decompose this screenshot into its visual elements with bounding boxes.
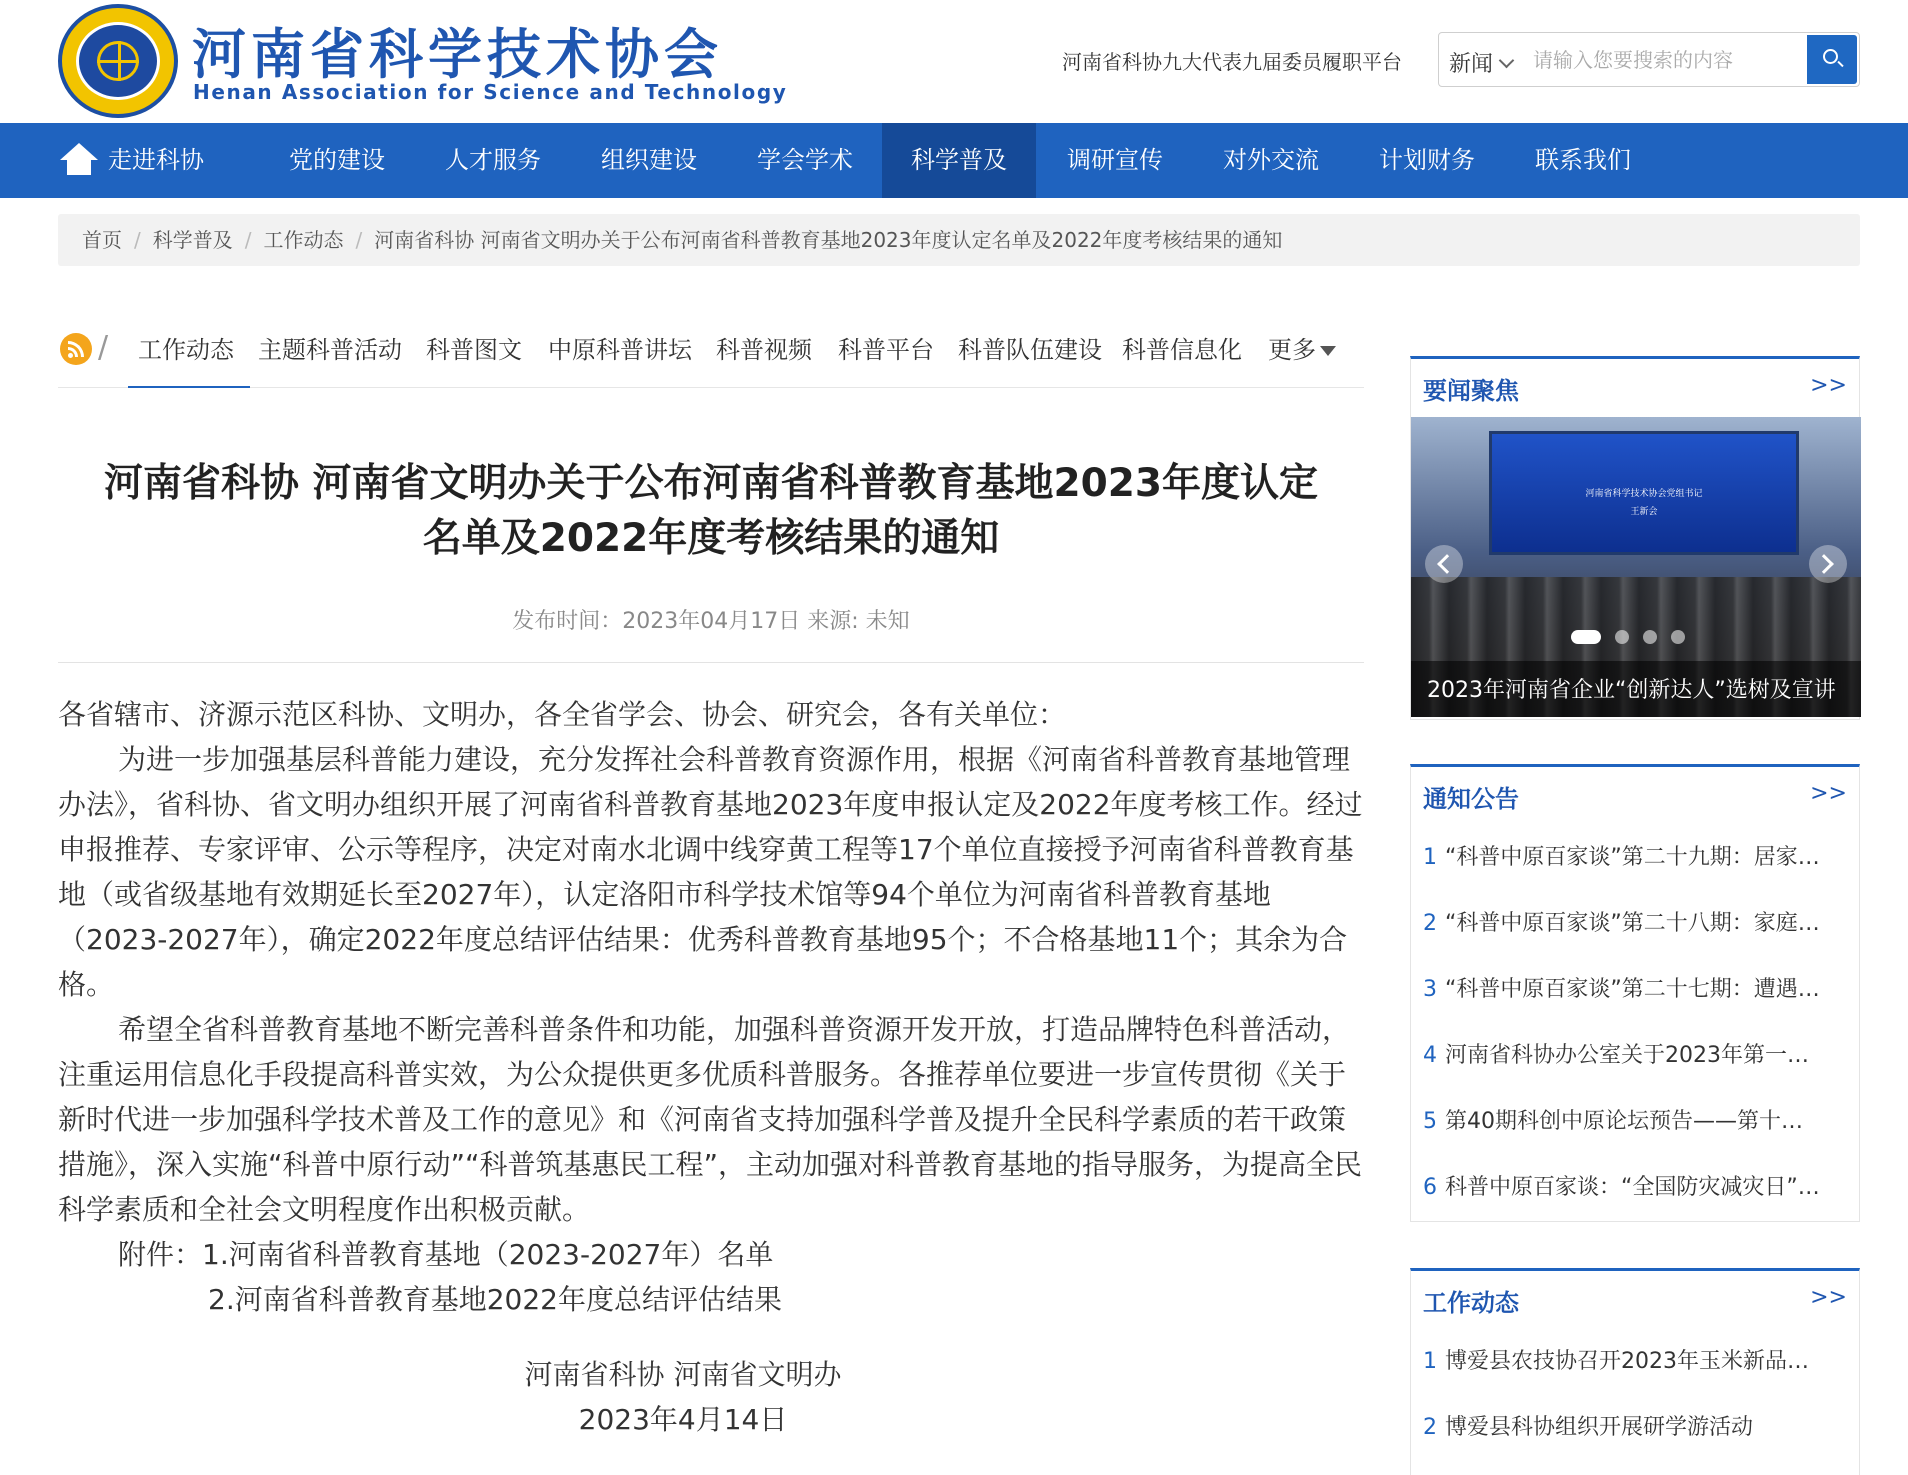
nav-item-contact[interactable]: 联系我们 [1535,146,1631,174]
site-header [0,0,1908,123]
sub-nav [58,322,1364,388]
logo-emblem-icon[interactable] [58,4,178,118]
nav-item-research[interactable]: 调研宣传 [1067,146,1163,174]
article-signature: 河南省科协 河南省文明办 [524,1358,842,1391]
search-box [1438,32,1860,87]
article-paragraph: 为进一步加强基层科普能力建设，充分发挥社会科普教育资源作用，根据《河南省科普教育基地管理办法》，省科协、省文明办组织开展了河南省科普教育基地2023年度申报认定及2022年度考核工作。经过申报推荐、专家评审、公示等程序，决定对南水北调中线穿黄工程等17个单位直接授予河南省科普教育基地（或省级基地有效期延长至2027年），认定洛阳市科学技术馆等94个单位为河南省科普教育基地（2023-2027年），确定2022年度总结评估结果：优秀科普教育基地95个；不合格基地11个；其余为合格。 [58,743,1363,1001]
article-date: 2023年4月14日 [578,1403,788,1436]
list-item-text: 博爱县科协组织开展研学游活动 [1445,1415,1754,1440]
search-category-select[interactable] [1449,47,1512,78]
subnav-item-videos[interactable]: 科普视频 [716,336,812,364]
subnav-divider: / [98,330,109,365]
home-icon[interactable] [60,143,98,177]
breadcrumb-separator: / [134,228,141,252]
carousel-screen-text: 河南省科学技术协会党组书记 [1585,489,1703,499]
logo-inner [76,22,160,100]
list-item[interactable] [1411,957,1851,1023]
more-link[interactable]: >> [1810,781,1847,806]
list-item-number: 1 [1423,1349,1437,1374]
article-body [58,692,1368,1442]
news-carousel[interactable] [1411,417,1861,717]
spacer [58,1322,1368,1352]
nav-item-exchange[interactable]: 对外交流 [1223,146,1319,174]
breadcrumb-current: 河南省科协 河南省文明办关于公布河南省科普教育基地2023年度认定名单及2022年度考核结果的通知 [374,228,1283,252]
breadcrumb-separator: / [355,228,363,252]
search-category-label: 新闻 [1449,52,1494,77]
subnav-item-team[interactable]: 科普队伍建设 [958,336,1102,364]
panel-header [1411,767,1859,825]
site-title[interactable]: 河南省科学技术协会 [192,23,723,86]
article-divider [58,662,1364,663]
carousel-dots [1571,629,1699,648]
panel-title: 通知公告 [1423,785,1519,813]
globe-icon [97,41,139,81]
list-item-text: 第40期科创中原论坛预告——第十… [1445,1109,1803,1134]
carousel-dot[interactable] [1643,630,1657,644]
article-paragraph: 希望全省科普教育基地不断完善科普条件和功能，加强科普资源开发开放，打造品牌特色科普活动，注重运用信息化手段提高科普实效，为公众提供更多优质科普服务。各推荐单位要进一步宣传贯彻《关于新时代进一步加强科学技术普及工作的意见》和《河南省支持加强科学普及提升全民科学素质的若干政策措施》，深入实施“科普中原行动”“科普筑基惠民工程”，主动加强对科普教育基地的指导服务，为提高全民科学素质和全社会文明程度作出积极贡献。 [58,1013,1363,1226]
news-focus-panel [1410,356,1860,720]
subnav-item-lectures[interactable]: 中原科普讲坛 [548,336,692,364]
nav-item-about[interactable]: 走进科协 [108,146,204,174]
carousel-caption[interactable]: 2023年河南省企业“创新达人”选树及宣讲 [1427,678,1836,703]
nav-item-party[interactable]: 党的建设 [289,146,385,174]
list-item-text: “科普中原百家谈”第二十八期：家庭… [1445,911,1820,936]
subnav-item-work-news[interactable]: 工作动态 [138,336,234,364]
attachment-link-2[interactable]: 2.河南省科普教育基地2022年度总结评估结果 [208,1283,782,1316]
search-button[interactable] [1807,35,1857,84]
notices-panel [1410,764,1860,1222]
nav-item-academic[interactable]: 学会学术 [757,146,853,174]
list-item[interactable] [1411,825,1851,891]
attachment-link-1[interactable]: 附件：1.河南省科普教育基地（2023-2027年）名单 [118,1238,774,1271]
rss-icon [60,333,92,365]
list-item-text: 博爱县农技协召开2023年玉米新品… [1445,1349,1809,1374]
subnav-item-themed-activities[interactable]: 主题科普活动 [258,336,402,364]
list-item[interactable] [1411,1329,1851,1395]
nav-item-finance[interactable]: 计划财务 [1379,146,1475,174]
carousel-image [1489,431,1799,555]
carousel-prev-icon[interactable] [1425,545,1463,583]
list-item-number: 1 [1423,845,1437,870]
list-item-number: 6 [1423,1175,1437,1200]
list-item-text: 河南省科协办公室关于2023年第一… [1445,1043,1809,1068]
nav-item-science-popularization[interactable]: 科学普及 [882,123,1036,198]
list-item-number: 3 [1423,977,1437,1002]
work-news-panel [1410,1268,1860,1475]
breadcrumb-work-news[interactable]: 工作动态 [263,228,344,252]
list-item-text: “科普中原百家谈”第二十九期：居家… [1445,845,1820,870]
list-item-number: 2 [1423,1415,1437,1440]
breadcrumb-separator: / [244,228,252,252]
list-item-number: 4 [1423,1043,1437,1068]
article-title-line1: 河南省科协 河南省文明办关于公布河南省科普教育基地2023年度认定 [103,461,1319,506]
list-item-number: 5 [1423,1109,1437,1134]
carousel-dot[interactable] [1571,630,1601,644]
subnav-item-graphics[interactable]: 科普图文 [426,336,522,364]
article-salutation: 各省辖市、济源示范区科协、文明办，各全省学会、协会、研究会，各有关单位： [58,698,1067,731]
more-link[interactable]: >> [1810,373,1847,398]
more-link[interactable]: >> [1810,1285,1847,1310]
panel-title: 工作动态 [1423,1289,1519,1317]
subnav-item-informatization[interactable]: 科普信息化 [1122,336,1242,364]
delegate-platform-link[interactable]: 河南省科协九大代表九届委员履职平台 [1062,50,1402,74]
main-nav [0,123,1908,198]
search-icon [1823,49,1838,64]
list-item[interactable] [1411,891,1851,957]
carousel-dot[interactable] [1671,630,1685,644]
list-item-text: “科普中原百家谈”第二十七期：遭遇… [1445,977,1820,1002]
article-title-line2: 名单及2022年度考核结果的通知 [422,516,1000,561]
nav-item-talent[interactable]: 人才服务 [445,146,541,174]
list-item[interactable] [1411,1155,1851,1221]
panel-header [1411,359,1859,417]
subnav-item-platform[interactable]: 科普平台 [838,336,934,364]
chevron-down-icon [1499,53,1515,69]
subnav-active-indicator [128,386,250,388]
panel-title: 要闻聚焦 [1423,377,1519,405]
carousel-dot[interactable] [1615,630,1629,644]
breadcrumb [58,214,1860,266]
list-item-number: 2 [1423,911,1437,936]
panel-header [1411,1271,1859,1329]
caret-down-icon [1320,346,1336,356]
nav-item-organization[interactable]: 组织建设 [601,146,697,174]
article-meta: 发布时间：2023年04月17日 来源: 未知 [512,609,910,634]
site-subtitle: Henan Association for Science and Technology [193,80,788,104]
list-item-text: 科普中原百家谈：“全国防灾减灾日”… [1445,1175,1820,1200]
breadcrumb-home[interactable]: 首页 [82,228,122,252]
subnav-item-more[interactable] [1268,330,1336,365]
list-item[interactable] [1411,1089,1851,1155]
carousel-next-icon[interactable] [1809,545,1847,583]
list-item[interactable] [1411,1395,1851,1461]
search-input[interactable] [1531,41,1757,79]
breadcrumb-science[interactable]: 科学普及 [152,228,233,252]
subnav-more-label: 更多 [1268,336,1316,364]
list-item[interactable] [1411,1023,1851,1089]
article-title [58,456,1364,566]
carousel-screen-text: 王新会 [1630,507,1658,517]
